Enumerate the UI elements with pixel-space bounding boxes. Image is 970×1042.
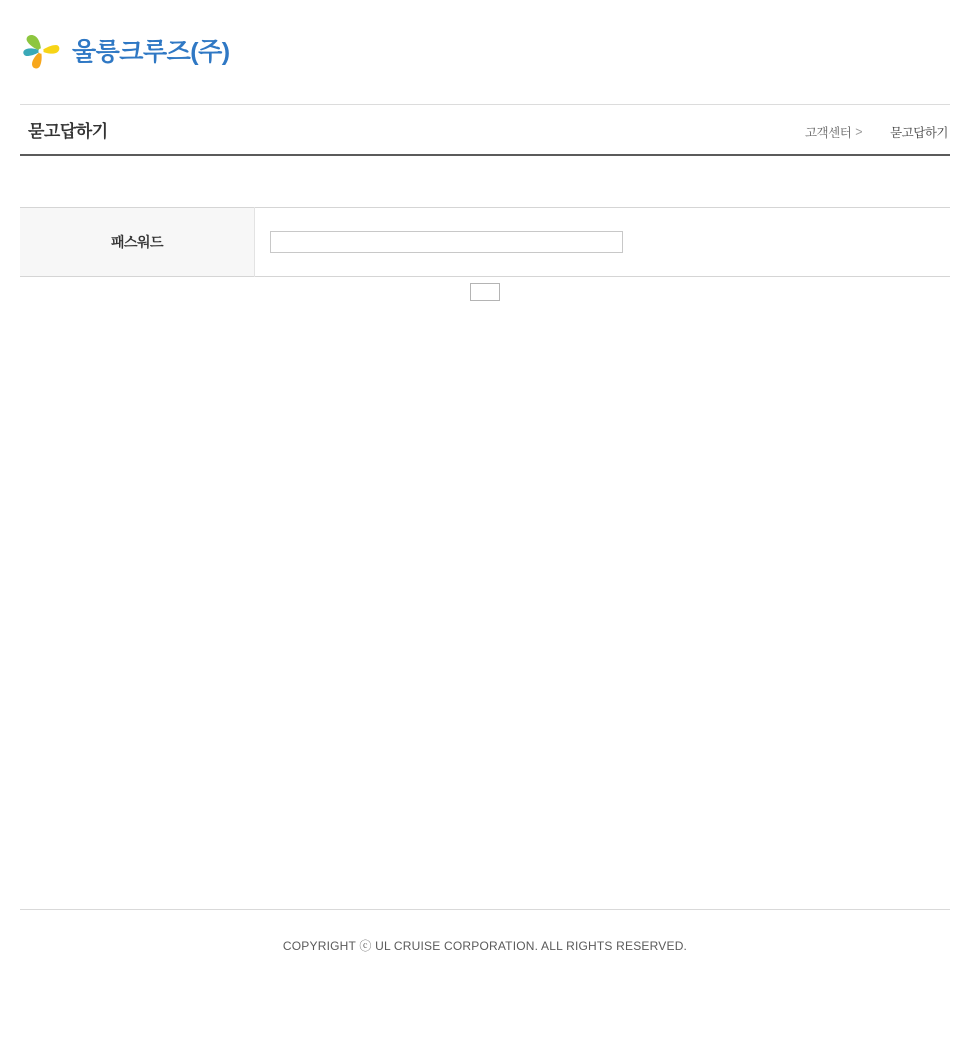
site-footer bbox=[20, 910, 950, 954]
password-field-cell bbox=[255, 208, 951, 277]
logo-wordmark bbox=[72, 37, 230, 66]
logo-text-main: 울릉크루즈 bbox=[72, 37, 191, 66]
logo-text-suffix: (주) bbox=[190, 37, 230, 66]
table-row bbox=[20, 208, 950, 277]
copyright-text: COPYRIGHT ⓒ UL CRUISE CORPORATION. ALL RIGHTS RESERVED. bbox=[282, 939, 688, 953]
site-header bbox=[0, 0, 970, 104]
page-title-bar bbox=[20, 104, 950, 156]
breadcrumb-parent[interactable]: 고객센터 bbox=[804, 125, 852, 140]
password-label: 패스워드 bbox=[20, 208, 255, 277]
site-logo[interactable] bbox=[20, 31, 230, 73]
content-spacer bbox=[20, 156, 950, 207]
password-form-table bbox=[20, 207, 950, 277]
password-input[interactable] bbox=[270, 231, 623, 253]
breadcrumb bbox=[805, 119, 948, 141]
page-title: 묻고답하기 bbox=[28, 122, 108, 141]
pinwheel-flower-logo-icon bbox=[20, 31, 62, 73]
form-button-row bbox=[20, 277, 950, 301]
content-area bbox=[20, 156, 950, 277]
breadcrumb-current: 묻고답하기 bbox=[890, 125, 948, 140]
submit-button[interactable] bbox=[470, 283, 500, 301]
breadcrumb-separator-icon: > bbox=[855, 124, 863, 139]
